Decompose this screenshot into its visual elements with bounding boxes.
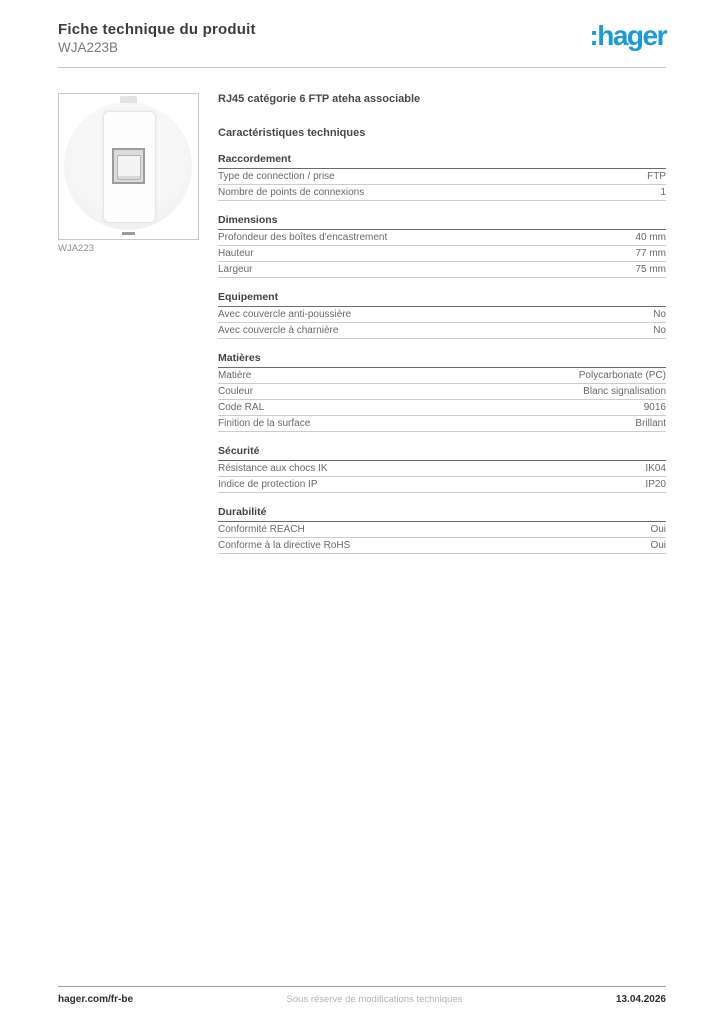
table-row — [218, 262, 666, 278]
row-value: Polycarbonate (PC) — [578, 370, 666, 381]
hager-logo: :hager — [589, 20, 666, 51]
rj45-jack-graphic — [112, 148, 145, 184]
row-label: Profondeur des boîtes d'encastrement — [218, 232, 388, 243]
table-row — [218, 522, 666, 538]
section-title: Equipement — [218, 291, 666, 307]
row-value: Oui — [650, 524, 666, 535]
table-row — [218, 307, 666, 323]
row-label: Avec couvercle anti-poussière — [218, 309, 352, 320]
row-value: 1 — [660, 187, 666, 198]
row-label: Code RAL — [218, 402, 265, 413]
product-photo — [58, 93, 199, 240]
row-value: IK04 — [645, 463, 666, 474]
mounting-claw-bottom — [122, 232, 135, 235]
footer-disclaimer: Sous réserve de modifications techniques — [286, 994, 463, 1005]
row-label: Conformité REACH — [218, 524, 305, 535]
row-value: 77 mm — [635, 248, 666, 259]
row-label: Conforme à la directive RoHS — [218, 540, 351, 551]
characteristics-section — [218, 506, 666, 554]
table-row — [218, 230, 666, 246]
section-title: Sécurité — [218, 445, 666, 461]
characteristics-table — [218, 153, 666, 554]
row-label: Résistance aux chocs IK — [218, 463, 328, 474]
table-row — [218, 384, 666, 400]
row-value: 9016 — [643, 402, 666, 413]
row-label: Largeur — [218, 264, 253, 275]
product-photo-caption: WJA223 — [58, 243, 94, 254]
table-row — [218, 477, 666, 493]
characteristics-section — [218, 153, 666, 201]
rj45-connector-graphic — [117, 155, 141, 180]
row-value: 40 mm — [635, 232, 666, 243]
table-row — [218, 538, 666, 554]
table-row — [218, 368, 666, 384]
section-title: Matières — [218, 352, 666, 368]
row-label: Hauteur — [218, 248, 254, 259]
page-title: Fiche technique du produit — [58, 21, 256, 38]
characteristics-section — [218, 214, 666, 278]
table-row — [218, 400, 666, 416]
row-label: Couleur — [218, 386, 254, 397]
characteristics-section — [218, 445, 666, 493]
row-value: Oui — [650, 540, 666, 551]
row-value: No — [653, 325, 666, 336]
row-value: 75 mm — [635, 264, 666, 275]
product-reference: WJA223B — [58, 40, 119, 55]
section-title: Durabilité — [218, 506, 666, 522]
table-row — [218, 323, 666, 339]
table-row — [218, 461, 666, 477]
characteristics-column — [218, 93, 666, 567]
table-row — [218, 169, 666, 185]
table-row — [218, 185, 666, 201]
footer-website: hager.com/fr-be — [58, 994, 134, 1005]
wallplate-center-graphic — [103, 111, 156, 223]
row-value: FTP — [647, 171, 666, 182]
row-label: Matière — [218, 370, 252, 381]
table-row — [218, 246, 666, 262]
section-title: Raccordement — [218, 153, 666, 169]
page-footer — [58, 986, 666, 1005]
row-label: Indice de protection IP — [218, 479, 318, 490]
row-label: Type de connection / prise — [218, 171, 335, 182]
characteristics-section — [218, 352, 666, 432]
product-name: RJ45 catégorie 6 FTP ateha associable — [218, 93, 421, 105]
row-label: Nombre de points de connexions — [218, 187, 365, 198]
footer-date: 13.04.2026 — [615, 994, 666, 1005]
mounting-claw-top — [120, 96, 137, 103]
row-value: No — [653, 309, 666, 320]
row-value: IP20 — [645, 479, 666, 490]
row-value: Blanc signalisation — [583, 386, 666, 397]
row-label: Finition de la surface — [218, 418, 311, 429]
characteristics-heading: Caractéristiques techniques — [218, 127, 366, 139]
table-row — [218, 416, 666, 432]
section-title: Dimensions — [218, 214, 666, 230]
row-value: Brillant — [635, 418, 666, 429]
page-header — [58, 0, 666, 68]
characteristics-section — [218, 291, 666, 339]
row-label: Avec couvercle à charnière — [218, 325, 339, 336]
